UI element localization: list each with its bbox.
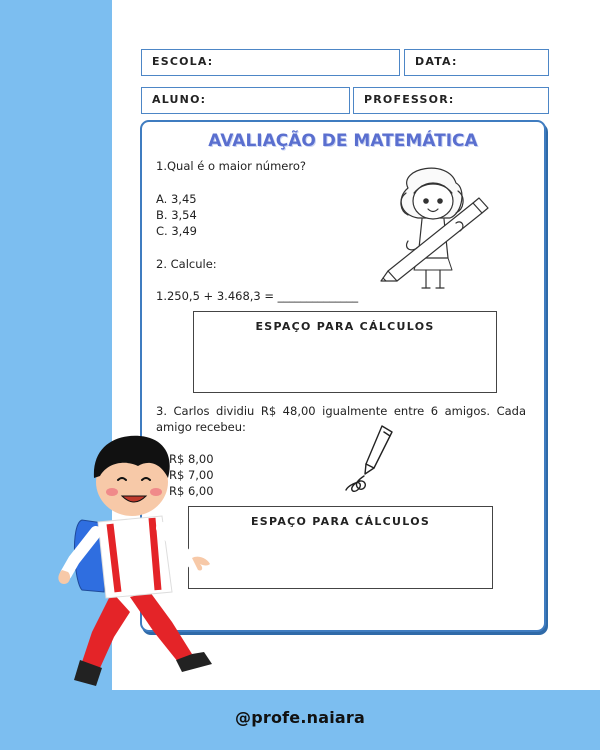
- author-handle: @profe.naiara: [235, 708, 365, 727]
- q3-option-b: R$ 7,00: [169, 468, 214, 482]
- pen-scribble-icon: [340, 424, 402, 500]
- calc-space-2[interactable]: [188, 506, 493, 589]
- page-title: AVALIAÇÃO DE MATEMÁTICA: [208, 131, 478, 151]
- data-label: DATA:: [415, 55, 458, 68]
- q2-expression: 1.250,5 + 3.468,3 = ______________: [156, 289, 359, 303]
- aluno-label: ALUNO:: [152, 93, 207, 106]
- boy-with-backpack-illustration: [52, 432, 222, 694]
- professor-label: PROFESSOR:: [364, 93, 455, 106]
- aluno-field[interactable]: [141, 87, 350, 114]
- professor-field[interactable]: [353, 87, 549, 114]
- question-1: 1.Qual é o maior número?: [156, 159, 306, 173]
- question-2: 2. Calcule:: [156, 257, 217, 271]
- calc-space-2-label: ESPAÇO PARA CÁLCULOS: [250, 515, 431, 528]
- calc-space-1-label: ESPAÇO PARA CÁLCULOS: [255, 320, 435, 333]
- girl-with-pencil-illustration: [378, 163, 498, 298]
- calc-space-1[interactable]: [193, 311, 497, 393]
- q3-option-c: R$ 6,00: [169, 484, 214, 498]
- data-field[interactable]: [404, 49, 549, 76]
- q1-option-c: C. 3,49: [156, 224, 197, 238]
- escola-label: ESCOLA:: [152, 55, 214, 68]
- question-3: 3. Carlos dividiu R$ 48,00 igualmente entre 6 amigos. Cada amigo recebeu:: [156, 404, 526, 434]
- escola-field[interactable]: [141, 49, 400, 76]
- q3-option-a: R$ 8,00: [169, 452, 214, 466]
- q1-option-a: A. 3,45: [156, 192, 197, 206]
- q1-option-b: B. 3,54: [156, 208, 197, 222]
